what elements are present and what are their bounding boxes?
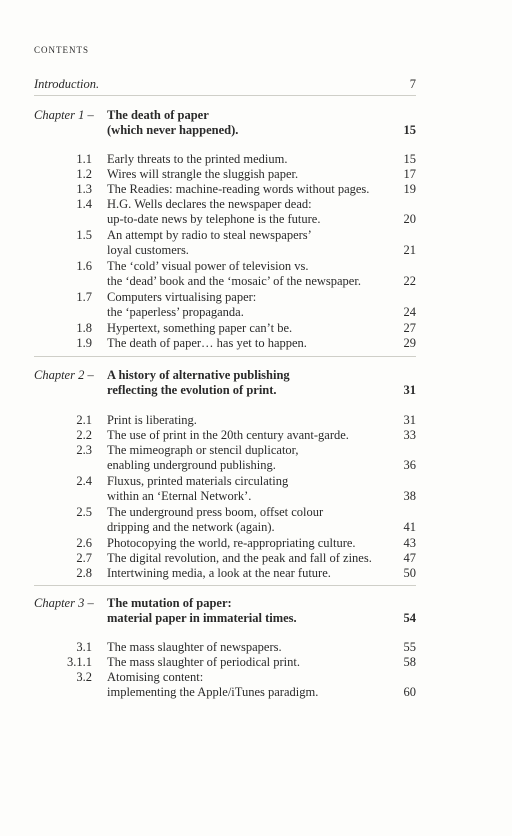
section-number: 2.3 bbox=[76, 443, 92, 457]
section-title-line: the ‘paperless’ propaganda. bbox=[107, 305, 244, 319]
chapter-page: 31 bbox=[403, 383, 416, 397]
section-title bbox=[107, 536, 407, 551]
section-title-line: Intertwining media, a look at the near future. bbox=[107, 566, 331, 580]
section-page: 17 bbox=[403, 167, 416, 181]
section-title bbox=[107, 197, 407, 227]
section-title-line: up-to-date news by telephone is the future. bbox=[107, 212, 321, 226]
chapter-title bbox=[107, 596, 407, 626]
section-title-line: within an ‘Eternal Network’. bbox=[107, 489, 252, 503]
section-number: 1.5 bbox=[76, 228, 92, 242]
section-title bbox=[107, 566, 407, 581]
section-title bbox=[107, 474, 407, 504]
chapter-page: 15 bbox=[403, 123, 416, 137]
intro-page: 7 bbox=[409, 77, 416, 91]
section-page: 21 bbox=[403, 243, 416, 257]
section-title-line: The mass slaughter of periodical print. bbox=[107, 655, 300, 669]
intro-label: Introduction. bbox=[34, 77, 100, 91]
section-number: 1.7 bbox=[76, 290, 92, 304]
section-title-line: enabling underground publishing. bbox=[107, 458, 276, 472]
section-page: 29 bbox=[403, 336, 416, 350]
section-title-line: The digital revolution, and the peak and fall of zines. bbox=[107, 551, 372, 565]
section-title bbox=[107, 167, 407, 182]
section-number: 2.8 bbox=[76, 566, 92, 580]
section-number: 1.4 bbox=[76, 197, 92, 211]
section-title-line: The Readies: machine-reading words without pages. bbox=[107, 182, 370, 196]
section-title-line: the ‘dead’ book and the ‘mosaic’ of the newspaper. bbox=[107, 274, 361, 288]
section-number: 1.8 bbox=[76, 321, 92, 335]
section-title-line: An attempt by radio to steal newspapers’ bbox=[107, 228, 312, 242]
section-page: 24 bbox=[403, 305, 416, 319]
section-title-line: Photocopying the world, re-appropriating culture. bbox=[107, 536, 356, 550]
section-title-line: Early threats to the printed medium. bbox=[107, 152, 288, 166]
section-number: 1.9 bbox=[76, 336, 92, 350]
section-title-line: Wires will strangle the sluggish paper. bbox=[107, 167, 299, 181]
section-page: 33 bbox=[403, 428, 416, 442]
section-title bbox=[107, 182, 407, 197]
section-title-line: dripping and the network (again). bbox=[107, 520, 275, 534]
section-page: 55 bbox=[403, 640, 416, 654]
section-title-line: The mass slaughter of newspapers. bbox=[107, 640, 282, 654]
chapter-page: 54 bbox=[403, 611, 416, 625]
section-page: 41 bbox=[403, 520, 416, 534]
section-page: 19 bbox=[403, 182, 416, 196]
section-number: 2.4 bbox=[76, 474, 92, 488]
chapter-divider bbox=[34, 356, 416, 357]
chapter-title-line: The mutation of paper: bbox=[107, 596, 232, 610]
section-number: 1.3 bbox=[76, 182, 92, 196]
section-page: 31 bbox=[403, 413, 416, 427]
section-title bbox=[107, 655, 407, 670]
contents-heading: CONTENTS bbox=[34, 45, 89, 55]
section-page: 60 bbox=[403, 685, 416, 699]
section-number: 3.1.1 bbox=[67, 655, 92, 669]
chapter-label: Chapter 2 – bbox=[34, 368, 94, 382]
section-title bbox=[107, 290, 407, 320]
section-number: 1.1 bbox=[76, 152, 92, 166]
section-title-line: Computers virtualising paper: bbox=[107, 290, 257, 304]
chapter-title-line: reflecting the evolution of print. bbox=[107, 383, 277, 397]
section-title-line: Atomising content: bbox=[107, 670, 204, 684]
section-title-line: The death of paper… has yet to happen. bbox=[107, 336, 307, 350]
section-title-line: H.G. Wells declares the newspaper dead: bbox=[107, 197, 312, 211]
section-title bbox=[107, 259, 407, 289]
section-title bbox=[107, 321, 407, 336]
section-title-line: The use of print in the 20th century avant-garde. bbox=[107, 428, 349, 442]
section-number: 3.2 bbox=[76, 670, 92, 684]
section-number: 2.6 bbox=[76, 536, 92, 550]
section-page: 20 bbox=[403, 212, 416, 226]
section-page: 50 bbox=[403, 566, 416, 580]
section-title bbox=[107, 551, 407, 566]
section-number: 2.5 bbox=[76, 505, 92, 519]
chapter-title-line: material paper in immaterial times. bbox=[107, 611, 297, 625]
section-number: 1.2 bbox=[76, 167, 92, 181]
chapter-divider bbox=[34, 95, 416, 96]
section-title bbox=[107, 228, 407, 258]
section-title bbox=[107, 152, 407, 167]
section-title-line: The underground press boom, offset colour bbox=[107, 505, 324, 519]
section-title bbox=[107, 443, 407, 473]
chapter-divider bbox=[34, 585, 416, 586]
section-number: 2.1 bbox=[76, 413, 92, 427]
section-page: 36 bbox=[403, 458, 416, 472]
section-title bbox=[107, 336, 407, 351]
section-number: 1.6 bbox=[76, 259, 92, 273]
section-title-line: Print is liberating. bbox=[107, 413, 197, 427]
section-title bbox=[107, 505, 407, 535]
section-title bbox=[107, 413, 407, 428]
section-title bbox=[107, 428, 407, 443]
chapter-label: Chapter 1 – bbox=[34, 108, 94, 122]
section-number: 2.2 bbox=[76, 428, 92, 442]
chapter-title-line: (which never happened). bbox=[107, 123, 239, 137]
section-title-line: The ‘cold’ visual power of television vs. bbox=[107, 259, 309, 273]
chapter-title bbox=[107, 108, 407, 138]
chapter-title bbox=[107, 368, 407, 398]
section-page: 22 bbox=[403, 274, 416, 288]
section-title-line: Fluxus, printed materials circulating bbox=[107, 474, 289, 488]
section-title bbox=[107, 670, 407, 700]
section-number: 3.1 bbox=[76, 640, 92, 654]
section-title-line: The mimeograph or stencil duplicator, bbox=[107, 443, 299, 457]
section-page: 38 bbox=[403, 489, 416, 503]
section-page: 47 bbox=[403, 551, 416, 565]
section-number: 2.7 bbox=[76, 551, 92, 565]
section-title bbox=[107, 640, 407, 655]
section-title-line: loyal customers. bbox=[107, 243, 189, 257]
chapter-label: Chapter 3 – bbox=[34, 596, 94, 610]
section-page: 15 bbox=[403, 152, 416, 166]
chapter-title-line: A history of alternative publishing bbox=[107, 368, 290, 382]
section-title-line: implementing the Apple/iTunes paradigm. bbox=[107, 685, 319, 699]
section-page: 58 bbox=[403, 655, 416, 669]
section-page: 27 bbox=[403, 321, 416, 335]
section-title-line: Hypertext, something paper can’t be. bbox=[107, 321, 293, 335]
chapter-title-line: The death of paper bbox=[107, 108, 209, 122]
section-page: 43 bbox=[403, 536, 416, 550]
